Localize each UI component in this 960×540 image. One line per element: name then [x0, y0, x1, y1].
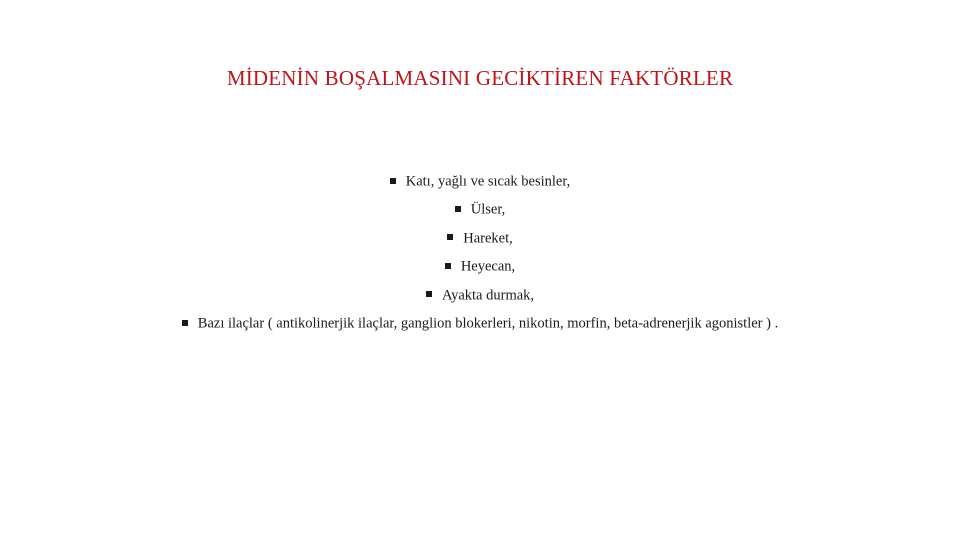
bullet-list	[0, 172, 960, 342]
bullet-item	[0, 257, 960, 285]
bullet-text: Bazı ilaçlar ( antikolinerjik ilaçlar, ganglion blokerleri, nikotin, morfin, beta-adrenerjik agonistler ) .	[197, 315, 779, 332]
bullet-item	[0, 286, 960, 314]
square-bullet-icon	[447, 234, 453, 240]
bullet-text: Hareket,	[463, 230, 513, 247]
bullet-text: Heyecan,	[460, 258, 516, 275]
square-bullet-icon	[445, 263, 451, 269]
square-bullet-icon	[455, 206, 461, 212]
square-bullet-icon	[182, 320, 188, 326]
bullet-text: Katı, yağlı ve sıcak besinler,	[405, 173, 571, 190]
bullet-text: Ülser,	[470, 202, 506, 219]
bullet-item	[0, 314, 960, 342]
bullet-item	[0, 172, 960, 200]
square-bullet-icon	[426, 291, 432, 297]
slide-title: MİDENİN BOŞALMASINI GECİKTİREN FAKTÖRLER	[226, 66, 734, 90]
bullet-item	[0, 229, 960, 257]
bullet-text: Ayakta durmak,	[441, 287, 535, 304]
square-bullet-icon	[390, 178, 396, 184]
bullet-item	[0, 200, 960, 228]
